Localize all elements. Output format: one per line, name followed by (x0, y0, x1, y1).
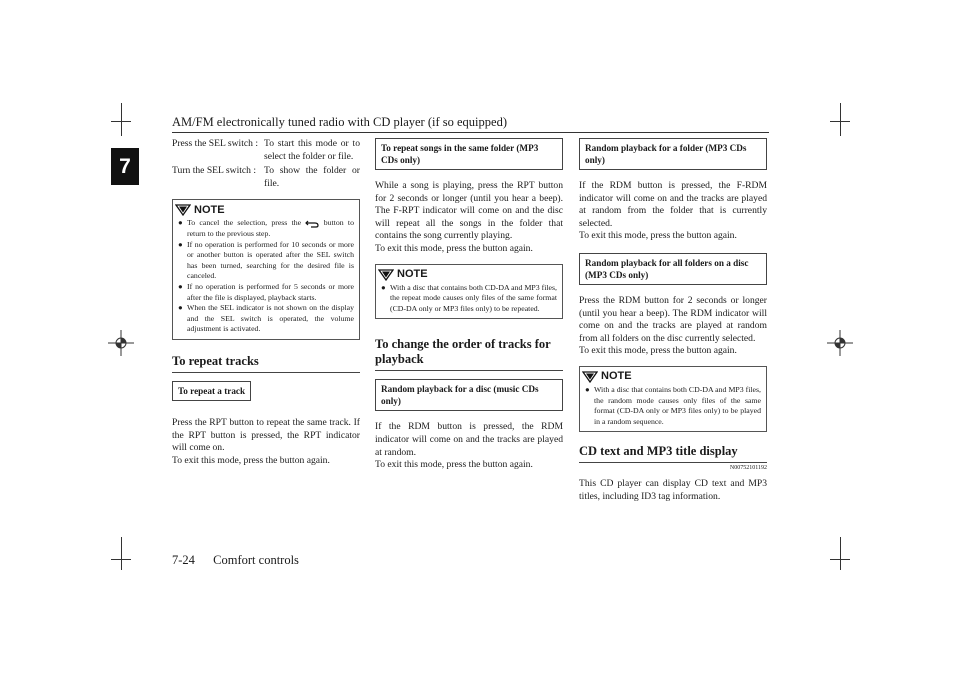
note-header (378, 268, 557, 281)
header-rule (172, 132, 769, 133)
note-label: NOTE (397, 267, 428, 280)
crop-mark (121, 537, 122, 570)
note-text: If no operation is performed for 10 seconds or more or another button is operated after the SEL switch has been turned, searching for the desired file is canceled. (187, 239, 354, 281)
body-paragraph: Press the RDM button for 2 seconds or longer (until you hear a beep). The RDM indicator will come on and the tracks are played at random from all folders on the disc currently selected. To exit this mode, press the button again. (579, 294, 767, 357)
subsection-title: Random playback for a folder (MP3 CDs only) (579, 138, 767, 170)
crop-mark (121, 103, 122, 136)
note-text: To cancel the selection, press the (187, 218, 302, 228)
column-3 (579, 138, 767, 504)
list-item (381, 283, 557, 315)
note-text: With a disc that contains both CD-DA and MP3 files, the random mode causes only files of the same format (CD-DA only or MP3 files only) to be played in a random sequence. (594, 384, 761, 426)
note-header (582, 370, 761, 383)
subsection-title: Random playback for all folders on a disc (MP3 CDs only) (579, 253, 767, 285)
note-label: NOTE (194, 203, 225, 216)
note-text: When the SEL indicator is not shown on the display and the SEL switch is operated, the volume adjustment is activated. (187, 303, 354, 334)
body-paragraph: While a song is playing, press the RPT button for 2 seconds or longer (until you hear a beep). The F-RPT indicator will come on and the disc will repeat all the songs in the folder that contains the song currently playing. To exit this mode, press the button again. (375, 180, 563, 254)
page-footer (172, 553, 299, 568)
crop-mark (111, 559, 131, 560)
page-header-title: AM/FM electronically tuned radio with CD player (if so equipped) (172, 115, 507, 129)
body-paragraph: This CD player can display CD text and MP3 titles, including ID3 tag information. (579, 478, 767, 502)
section-title: To repeat tracks (172, 354, 360, 373)
section-title: To change the order of tracks for playback (375, 337, 563, 371)
note-icon (175, 203, 191, 216)
body-paragraph: Press the RPT button to repeat the same track. If the RPT button is pressed, the RPT indicator will come on. To exit this mode, press the button again. (172, 416, 360, 466)
column-2 (375, 138, 563, 472)
note-box (579, 366, 767, 432)
definition-desc: To show the folder or file. (264, 165, 360, 189)
definition-desc: To start this mode or to select the folder or file. (264, 138, 360, 162)
bullet-icon: ● (585, 384, 590, 394)
definition-row (172, 165, 360, 190)
definition-row (172, 138, 360, 163)
list-item (178, 303, 354, 335)
note-box (172, 199, 360, 340)
bullet-icon: ● (178, 239, 183, 249)
subsection-title: Random playback for a disc (music CDs only) (375, 379, 563, 411)
bullet-icon: ● (381, 282, 386, 292)
note-text: button to return to the previous step. (187, 218, 354, 238)
column-1 (172, 138, 360, 467)
chapter-tab: 7 (111, 148, 139, 185)
list-item (178, 218, 354, 239)
section-title: CD text and MP3 title display (579, 444, 767, 463)
crop-mark (840, 103, 841, 136)
crop-mark (830, 559, 850, 560)
note-icon (378, 268, 394, 281)
footer-section: Comfort controls (213, 553, 299, 567)
body-paragraph: If the RDM button is pressed, the RDM indicator will come on and the tracks are played at random. To exit this mode, press the button again. (375, 421, 563, 471)
registration-mark-right (827, 330, 853, 356)
subsection-title: To repeat a track (172, 381, 251, 401)
list-item (178, 240, 354, 282)
list-item (178, 282, 354, 303)
definition-term: Turn the SEL switch : (172, 165, 257, 177)
bullet-icon: ● (178, 218, 183, 228)
note-header (175, 203, 354, 216)
crop-mark (830, 121, 850, 122)
definition-term: Press the SEL switch : (172, 138, 258, 149)
bullet-icon: ● (178, 303, 183, 313)
crop-mark (840, 537, 841, 570)
note-label: NOTE (601, 370, 632, 383)
subsection-title: To repeat songs in the same folder (MP3 CDs only) (375, 138, 563, 170)
note-text: With a disc that contains both CD-DA and MP3 files, the repeat mode causes only files of the same format (CD-DA only or MP3 files only) to be repeated. (390, 282, 557, 313)
page-number: 7-24 (172, 553, 195, 567)
crop-mark (111, 121, 131, 122)
note-box (375, 264, 563, 320)
body-paragraph: If the RDM button is pressed, the F-RDM indicator will come on and the tracks are played at random from the folder that is currently selected. To exit this mode, press the button again. (579, 180, 767, 242)
bullet-icon: ● (178, 281, 183, 291)
registration-mark-left (108, 330, 134, 356)
document-code: N00752101192 (729, 465, 767, 472)
note-text: If no operation is performed for 5 seconds or more after the file is displayed, playback starts. (187, 281, 354, 302)
note-icon (582, 370, 598, 383)
list-item (585, 385, 761, 427)
back-arrow-icon (305, 220, 319, 228)
